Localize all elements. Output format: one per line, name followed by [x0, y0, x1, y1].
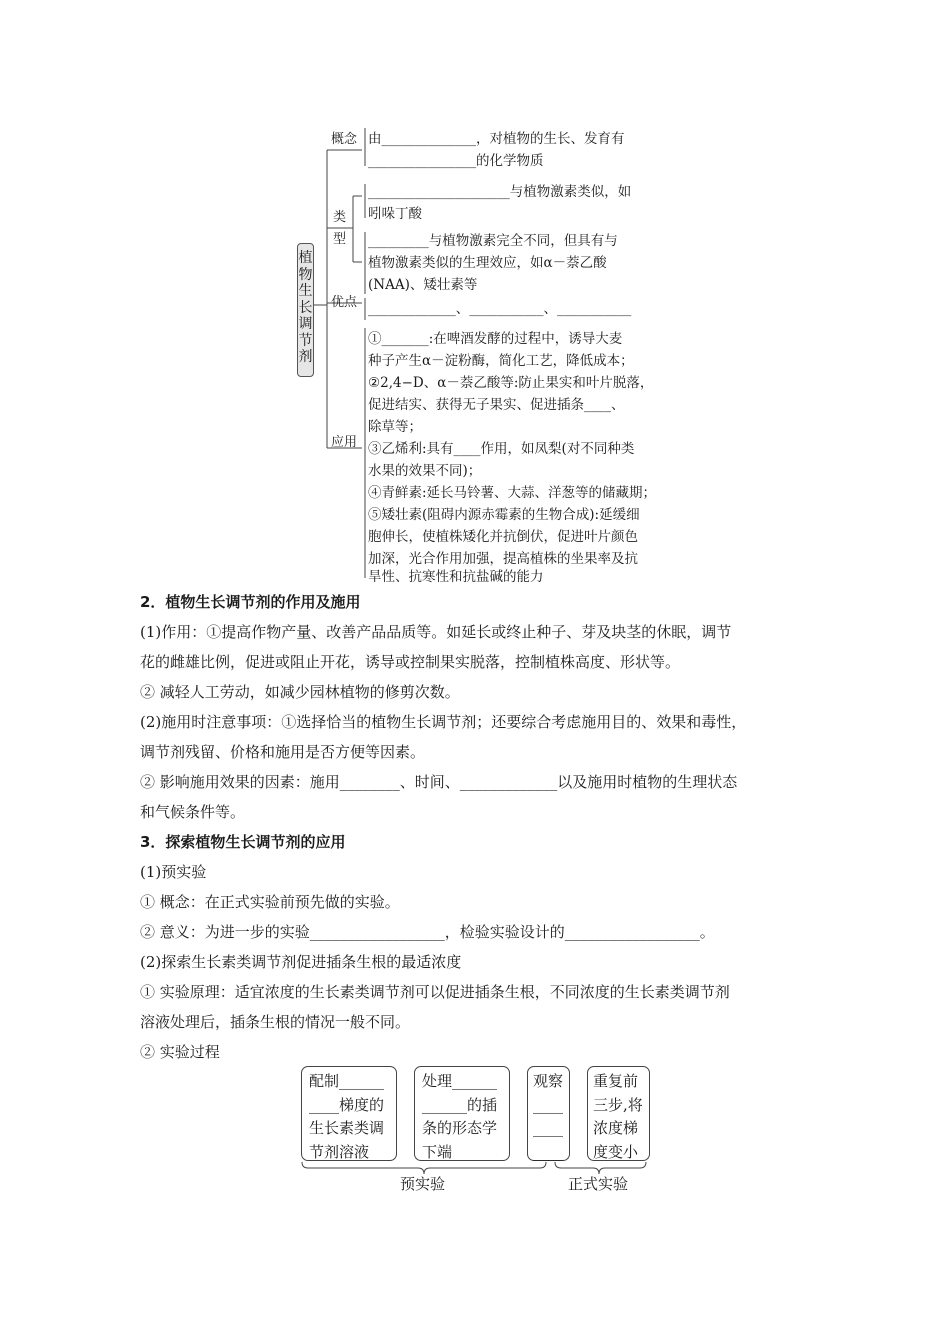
branch-label-advantage: 优点: [331, 295, 358, 310]
flow-step-repeat: 重复前 三步,将 浓度梯 度变小: [587, 1066, 650, 1161]
section3-paragraph: 溶液处理后，插条生根的情况一般不同。: [140, 1013, 411, 1031]
section2-paragraph: ② 减轻人工劳动，如减少园林植物的修剪次数。: [140, 683, 460, 701]
application-line: 促进结实、获得无子果实、促进插条____、: [368, 397, 625, 413]
branch-label-concept: 概念: [331, 132, 358, 147]
application-line: 除草等；: [368, 419, 422, 435]
section3-paragraph: ② 实验过程: [140, 1043, 220, 1061]
section2-paragraph: ② 影响施用效果的因素：施用________、时间、_____________以及施用时植物的生理状态: [140, 773, 738, 791]
branch-label-application: 应用: [331, 435, 358, 450]
advantage-line: _____________、___________、___________: [368, 301, 632, 317]
section2-paragraph: 花的雌雄比例，促进或阻止开花，诱导或控制果实脱落，控制植株高度、形状等。: [140, 653, 681, 671]
flow-step-prepare: 配制______ ____梯度的 生长素类调 节剂溶液: [301, 1066, 397, 1161]
application-line: ②2,4−D、α－萘乙酸等:防止果实和叶片脱落，: [368, 375, 654, 391]
section3-paragraph: (2)探索生长素类调节剂促进插条生根的最适浓度: [140, 953, 462, 971]
formal-experiment-label: 正式实验: [568, 1175, 629, 1193]
section2-paragraph: (2)施用时注意事项：①选择恰当的植物生长调节剂；还要综合考虑施用目的、效果和毒性，: [140, 713, 747, 731]
section3-paragraph: ① 概念：在正式实验前预先做的实验。: [140, 893, 400, 911]
application-line: ④青鲜素:延长马铃薯、大蒜、洋葱等的储藏期；: [368, 485, 657, 501]
application-line: 旱性、抗寒性和抗盐碱的能力: [368, 569, 544, 585]
type-b-line-3: (NAA)、矮壮素等: [368, 277, 478, 293]
application-line: 胞伸长，使植株矮化并抗倒伏，促进叶片颜色: [368, 529, 638, 545]
concept-line-2: ________________的化学物质: [368, 153, 544, 169]
concept-map-root: 植物生长调节剂: [297, 243, 314, 377]
application-line: 加深，光合作用加强，提高植株的坐果率及抗: [368, 551, 638, 567]
branch-label-type-2: 型: [333, 232, 347, 247]
section2-paragraph: 和气候条件等。: [140, 803, 246, 821]
type-b-line-2: 植物激素类似的生理效应，如α－萘乙酸: [368, 255, 607, 271]
application-line: 种子产生α－淀粉酶，简化工艺，降低成本；: [368, 353, 634, 369]
flow-step-treat: 处理______ ______的插 条的形态学 下端: [414, 1066, 510, 1161]
concept-line-1: 由______________，对植物的生长、发育有: [368, 131, 625, 147]
section3-heading: 3．探索植物生长调节剂的应用: [140, 833, 346, 851]
flow-step-observe: 观察 ____ ____ ____: [527, 1066, 570, 1161]
pre-experiment-label: 预实验: [400, 1175, 446, 1193]
section2-paragraph: (1)作用：①提高作物产量、改善产品品质等。如延长或终止种子、芽及块茎的休眠，调节: [140, 623, 732, 641]
application-line: ①_______:在啤酒发酵的过程中，诱导大麦: [368, 331, 623, 347]
application-line: ③乙烯利:具有____作用，如凤梨(对不同种类: [368, 441, 635, 457]
application-line: ⑤矮壮素(阻碍内源赤霉素的生物合成):延缓细: [368, 507, 640, 523]
application-line: 水果的效果不同)；: [368, 463, 482, 479]
section2-heading: 2．植物生长调节剂的作用及施用: [140, 593, 361, 611]
branch-label-type-1: 类: [333, 210, 347, 225]
section2-paragraph: 调节剂残留、价格和施用是否方便等因素。: [140, 743, 426, 761]
type-a-line-1: _____________________与植物激素类似，如: [368, 184, 632, 200]
section3-paragraph: (1)预实验: [140, 863, 207, 881]
section3-paragraph: ② 意义：为进一步的实验__________________，检验实验设计的__________________。: [140, 923, 715, 941]
section3-paragraph: ① 实验原理：适宜浓度的生长素类调节剂可以促进插条生根，不同浓度的生长素类调节剂: [140, 983, 730, 1001]
type-b-line-1: _________与植物激素完全不同，但具有与: [368, 233, 618, 249]
type-a-line-2: 吲哚丁酸: [368, 206, 422, 222]
